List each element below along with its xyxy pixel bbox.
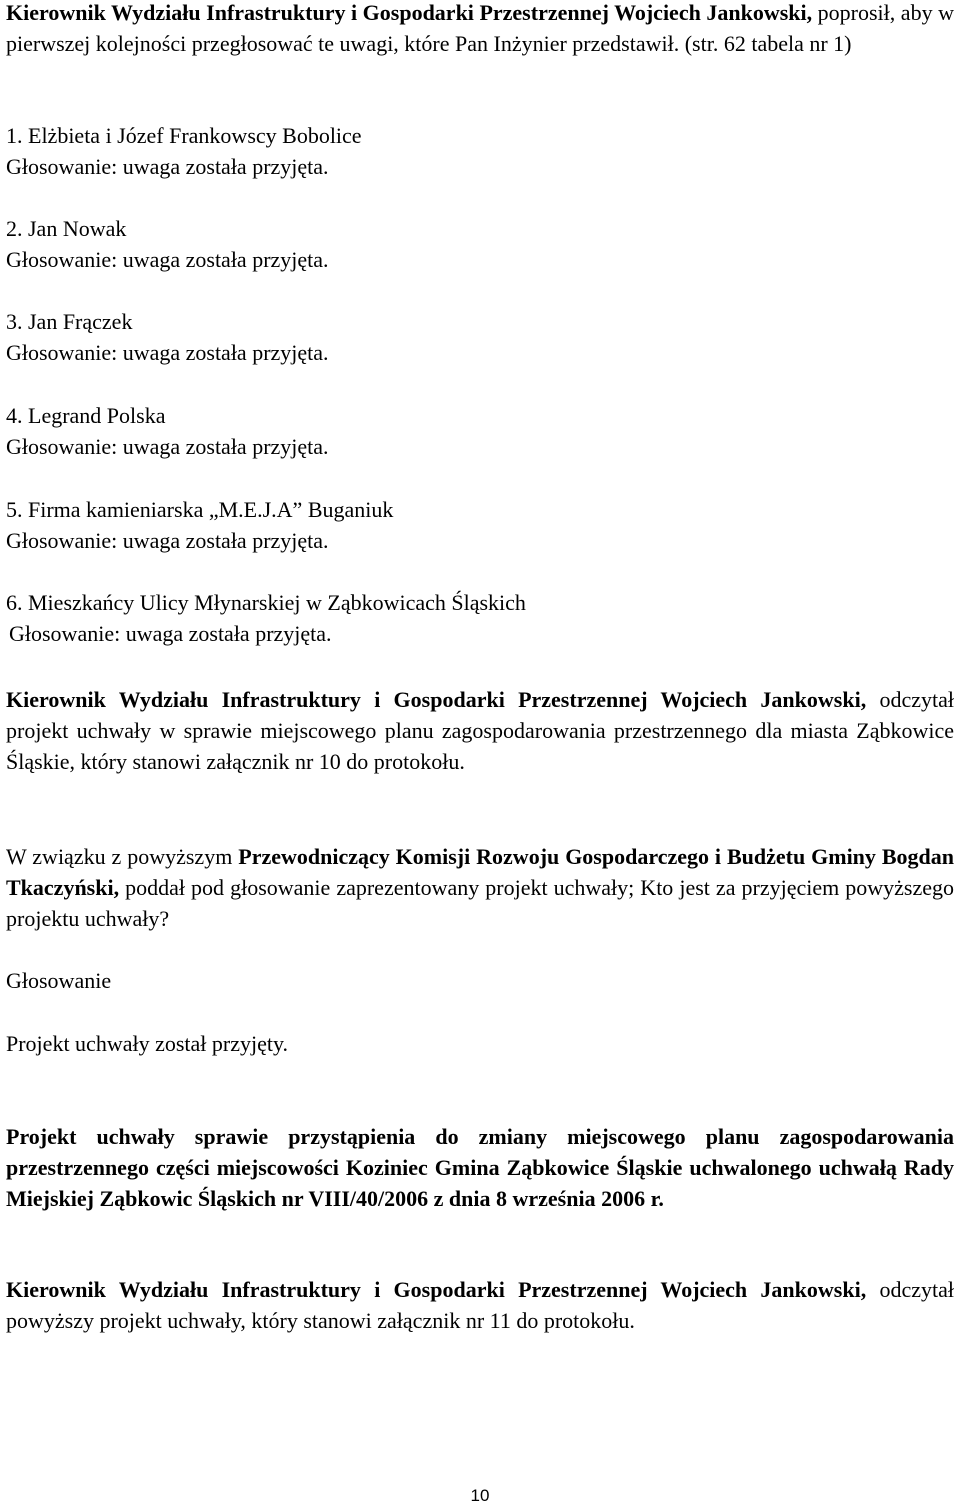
list-item-title: 1. Elżbieta i Józef Frankowscy Bobolice <box>6 123 362 148</box>
list-item-title: 4. Legrand Polska <box>6 403 166 428</box>
paragraph-reading-2-text: odczytał powyższy projekt uchwały, który stanowi załącznik nr 11 do protokołu. <box>6 1277 954 1333</box>
paragraph-reading-2 <box>6 1274 954 1336</box>
section-heading <box>6 1121 954 1214</box>
list-item <box>6 120 362 182</box>
list-item <box>6 587 526 649</box>
intro-text: poprosił, aby w pierwszej kolejności przegłosować te uwagi, które Pan Inżynier przedstawił. (str. 62 tabela nr 1) <box>6 0 954 56</box>
paragraph-reading <box>6 684 954 777</box>
paragraph-reading-text: odczytał projekt uchwały w sprawie miejscowego planu zagospodarowania przestrzennego dla miasta Ząbkowice Śląskie, który stanowi załącznik nr 10 do protokołu. <box>6 687 954 774</box>
intro-paragraph <box>6 0 954 59</box>
voting-label: Głosowanie <box>6 968 112 993</box>
list-item-title: 2. Jan Nowak <box>6 216 127 241</box>
paragraph-vote-call-lead: W związku z powyższym <box>6 844 239 869</box>
intro-speaker: Kierownik Wydziału Infrastruktury i Gospodarki Przestrzennej Wojciech Jankowski, <box>6 0 813 25</box>
list-item-vote: Głosowanie: uwaga została przyjęta. <box>6 247 329 272</box>
paragraph-reading-2-speaker: Kierownik Wydziału Infrastruktury i Gospodarki Przestrzennej Wojciech Jankowski, <box>6 1277 867 1302</box>
list-item-title: 3. Jan Frączek <box>6 309 133 334</box>
list-item-vote: Głosowanie: uwaga została przyjęta. <box>6 154 329 179</box>
list-item <box>6 213 329 275</box>
list-item-title: 6. Mieszkańcy Ulicy Młynarskiej w Ząbkowicach Śląskich <box>6 590 526 615</box>
list-item <box>6 400 329 462</box>
list-item-vote: Głosowanie: uwaga została przyjęta. <box>6 434 329 459</box>
list-item-vote: Głosowanie: uwaga została przyjęta. <box>6 340 329 365</box>
paragraph-reading-speaker: Kierownik Wydziału Infrastruktury i Gospodarki Przestrzennej Wojciech Jankowski, <box>6 687 867 712</box>
list-item <box>6 494 393 556</box>
voting-result: Projekt uchwały został przyjęty. <box>6 1031 289 1056</box>
list-item-vote: Głosowanie: uwaga została przyjęta. <box>9 621 332 646</box>
paragraph-vote-call <box>6 841 954 934</box>
paragraph-vote-call-speaker: Przewodniczący Komisji Rozwoju Gospodarczego i Budżetu Gminy Bogdan Tkaczyński, <box>6 844 954 900</box>
paragraph-vote-call-text: poddał pod głosowanie zaprezentowany projekt uchwały; Kto jest za przyjęciem powyższego projektu uchwały? <box>6 875 954 931</box>
page-number: 10 <box>470 1486 490 1505</box>
list-item-vote: Głosowanie: uwaga została przyjęta. <box>6 528 329 553</box>
list-item <box>6 306 329 368</box>
list-item-title: 5. Firma kamieniarska „M.E.J.A” Buganiuk <box>6 497 394 522</box>
section-heading-text: Projekt uchwały sprawie przystąpienia do zmiany miejscowego planu zagospodarowania przestrzennego części miejscowości Koziniec Gmina Ząbkowice Śląskie uchwalonego uchwałą Rady Miejskiej Ząbkowic Śląskich nr VIII/40/2006 z dnia 8 września 2006 r. <box>6 1124 954 1211</box>
